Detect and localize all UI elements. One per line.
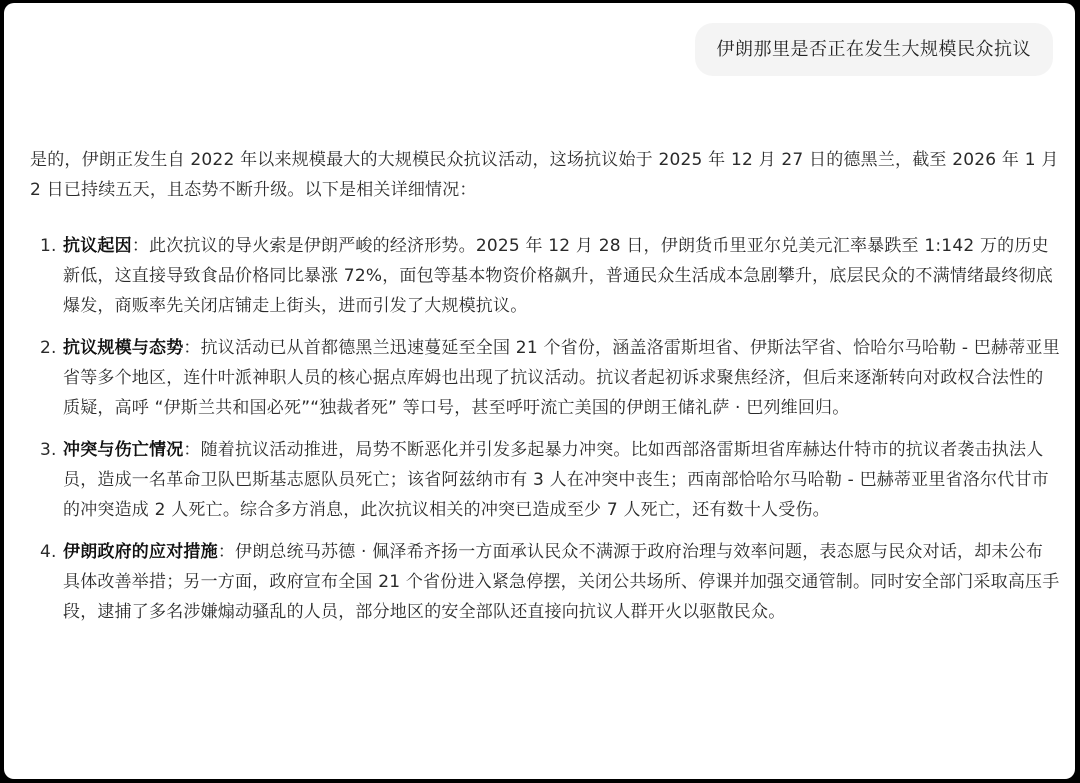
list-item-title: 伊朗政府的应对措施 xyxy=(63,542,218,562)
list-item-body: 伊朗总统马苏德 · 佩泽希齐扬一方面承认民众不满源于政府治理与效率问题，表态愿与民众对话，却未公布具体改善举措；另一方面，政府宣布全国 21 个省份进入紧急停摆，关闭公共场所、停课并加强交通管制。同时安全部门采取高压手段，逮捕了多名涉嫌煽动骚乱的人员，部分地区的安全部队还直接向抗议人群开火以驱散民众。 xyxy=(63,542,1060,622)
assistant-intro-paragraph: 是的，伊朗正发生自 2022 年以来规模最大的大规模民众抗议活动，这场抗议始于 2025 年 12 月 27 日的德黑兰，截至 2026 年 1 月 2 日已持续五天，且态势不断升级。以下是相关详细情况： xyxy=(30,150,1059,200)
list-item-title: 抗议规模与态势 xyxy=(63,338,184,358)
list-item-title: 冲突与伤亡情况 xyxy=(63,440,184,460)
list-item-number: 4. xyxy=(40,542,57,562)
list-item-body: 随着抗议活动推进，局势不断恶化并引发多起暴力冲突。比如西部洛雷斯坦省库赫达什特市的抗议者袭击执法人员，造成一名革命卫队巴斯基志愿队员死亡；该省阿兹纳市有 3 人在冲突中丧生；西南部恰哈尔马哈勒 - 巴赫蒂亚里省洛尔代甘市的冲突造成 2 人死亡。综合多方消息，此次抗议相关的冲突已造成至少 7 人死亡，还有数十人受伤。 xyxy=(63,440,1049,520)
list-item-separator: ： xyxy=(217,542,236,562)
list-item xyxy=(30,333,1060,423)
list-item-body: 抗议活动已从首都德黑兰迅速蔓延至全国 21 个省份，涵盖洛雷斯坦省、伊斯法罕省、恰哈尔马哈勒 - 巴赫蒂亚里省等多个地区，连什叶派神职人员的核心据点库姆也出现了抗议活动。抗议者起初诉求聚焦经济，但后来逐渐转向对政权合法性的质疑，高呼 “伊斯兰共和国必死”“独裁者死” 等口号，甚至呼吁流亡美国的伊朗王储礼萨 · 巴列维回归。 xyxy=(63,338,1060,418)
list-item-title: 抗议起因 xyxy=(63,236,132,256)
list-item xyxy=(30,537,1060,627)
list-item-separator: ： xyxy=(183,440,201,460)
list-item xyxy=(30,231,1060,321)
assistant-message xyxy=(30,145,1060,639)
user-message-row xyxy=(695,23,1054,76)
list-item-number: 3. xyxy=(40,440,57,460)
list-item xyxy=(30,435,1060,525)
user-message-bubble: 伊朗那里是否正在发生大规模民众抗议 xyxy=(695,23,1054,76)
list-item-number: 1. xyxy=(40,236,57,256)
chat-window xyxy=(4,3,1075,779)
assistant-points-list xyxy=(30,231,1060,627)
list-item-separator: ： xyxy=(131,236,150,256)
list-item-separator: ： xyxy=(183,338,201,358)
list-item-body: 此次抗议的导火索是伊朗严峻的经济形势。2025 年 12 月 28 日，伊朗货币里亚尔兑美元汇率暴跌至 1:142 万的历史新低，这直接导致食品价格同比暴涨 72%，面包等基本物资价格飙升，普通民众生活成本急剧攀升，底层民众的不满情绪最终彻底爆发，商贩率先关闭店铺走上街头，进而引发了大规模抗议。 xyxy=(63,236,1053,316)
list-item-number: 2. xyxy=(40,338,57,358)
